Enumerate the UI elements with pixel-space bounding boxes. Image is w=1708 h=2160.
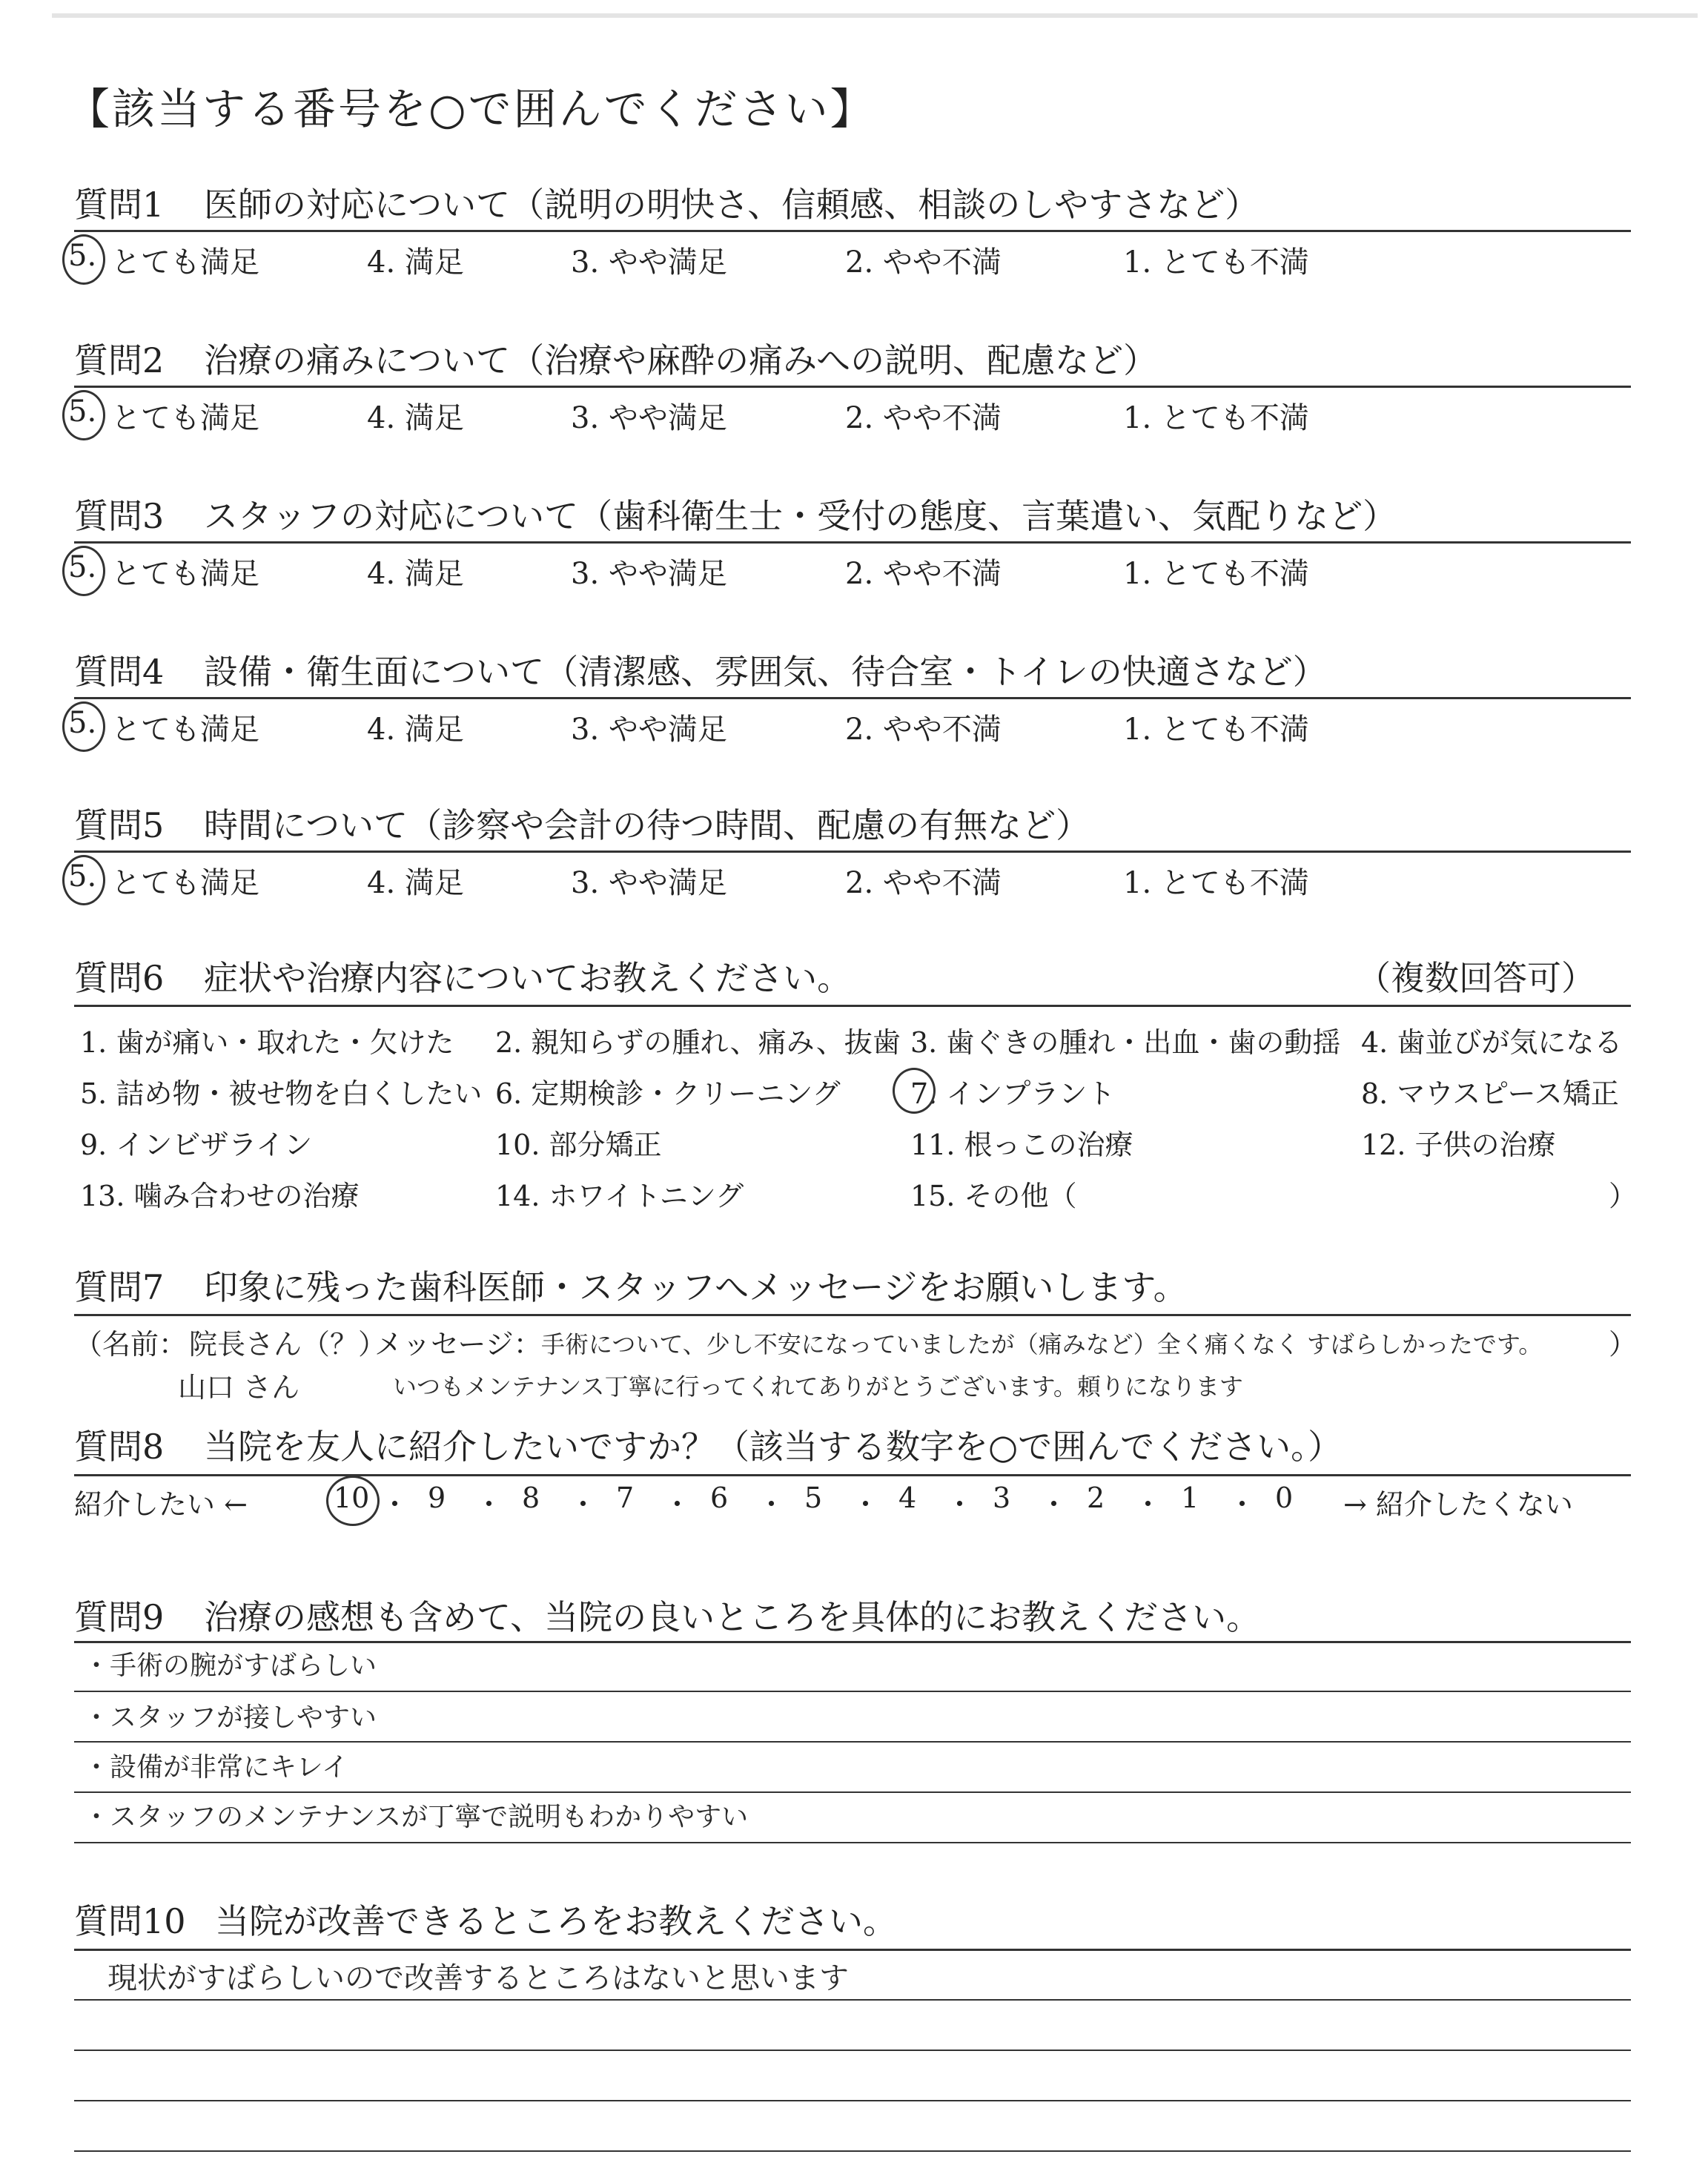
option-3[interactable]: 3. やや満足 — [571, 401, 727, 435]
option-4[interactable]: 4. 満足 — [367, 713, 464, 747]
option-4[interactable]: 4. 満足 — [367, 245, 464, 280]
q6-text: 症状や治療内容についてお教えください。 — [204, 958, 852, 998]
option-2[interactable]: 2. やや不満 — [845, 245, 1002, 280]
scale-number[interactable]: 1 — [1181, 1482, 1199, 1514]
q9-rule — [74, 1641, 1631, 1643]
scale-separator: ・ — [1228, 1488, 1257, 1521]
option-5-number[interactable]: 5. — [68, 859, 97, 894]
option-1[interactable]: 1. とても不満 — [1123, 557, 1309, 591]
scale-separator: ・ — [945, 1488, 974, 1521]
q9-answer[interactable]: ・スタッフのメンテナンスが丁寧で説明もわかりやすい — [83, 1802, 749, 1832]
option-5-number[interactable]: 5. — [68, 550, 97, 584]
q6-option[interactable]: 3. 歯ぐきの腫れ・出血・歯の動揺 — [910, 1026, 1341, 1059]
q8-label: 質問8 — [74, 1427, 165, 1467]
q7-message-label: メッセージ： — [374, 1328, 542, 1361]
question-rule — [74, 386, 1631, 388]
question-text: 治療の痛みについて（治療や麻酔の痛みへの説明、配慮など） — [204, 340, 1158, 380]
q6-option[interactable]: 13. 噛み合わせの治療 — [80, 1180, 360, 1212]
option-5-number[interactable]: 5. — [68, 239, 97, 273]
answer-rule — [74, 2050, 1631, 2051]
q6-rule — [74, 1005, 1631, 1007]
answer-rule — [74, 1842, 1631, 1843]
option-5-label[interactable]: とても満足 — [111, 245, 259, 280]
answer-rule — [74, 2100, 1631, 2101]
q6-option[interactable]: 12. 子供の治療 — [1361, 1129, 1556, 1161]
selection-circle — [62, 855, 105, 905]
option-2[interactable]: 2. やや不満 — [845, 713, 1002, 747]
q9-answer[interactable]: ・スタッフが接しやすい — [83, 1702, 377, 1733]
q7-message-line-1[interactable]: 手術について、少し不安になっていましたが（痛みなど）全く痛くなく すばらしかったです。 — [541, 1330, 1543, 1358]
selection-circle — [893, 1068, 936, 1114]
option-4[interactable]: 4. 満足 — [367, 401, 464, 435]
q9-answer[interactable]: ・設備が非常にキレイ — [83, 1752, 348, 1783]
answer-rule — [74, 1999, 1631, 2001]
option-5-label[interactable]: とても満足 — [111, 713, 259, 747]
option-4[interactable]: 4. 満足 — [367, 866, 464, 900]
q7-rule — [74, 1314, 1631, 1316]
q8-text: 当院を友人に紹介したいですか？（該当する数字を○で囲んでください。） — [204, 1427, 1343, 1467]
answer-rule — [74, 2150, 1631, 2152]
scale-number[interactable]: 3 — [993, 1482, 1011, 1514]
q6-option[interactable]: 8. マウスピース矯正 — [1361, 1077, 1619, 1110]
option-5-number[interactable]: 5. — [68, 706, 97, 740]
question-text: 医師の対応について（説明の明快さ、信頼感、相談のしやすさなど） — [204, 185, 1260, 225]
q6-option[interactable]: 6. 定期検診・クリーニング — [495, 1077, 841, 1110]
q10-answer[interactable]: 現状がすばらしいので改善するところはないと思います — [107, 1961, 849, 1995]
option-3[interactable]: 3. やや満足 — [571, 713, 727, 747]
selection-circle — [62, 701, 105, 752]
q6-option[interactable]: 2. 親知らずの腫れ、痛み、抜歯 — [495, 1026, 901, 1059]
question-label: 質問1 — [74, 185, 165, 225]
scale-separator: ・ — [851, 1488, 880, 1521]
q6-other-close: ） — [1609, 1180, 1638, 1212]
q6-option[interactable]: 5. 詰め物・被せ物を白くしたい — [80, 1077, 483, 1110]
q6-label: 質問6 — [74, 958, 165, 998]
option-2[interactable]: 2. やや不満 — [845, 557, 1002, 591]
option-1[interactable]: 1. とても不満 — [1123, 401, 1309, 435]
q7-label: 質問7 — [74, 1267, 165, 1307]
option-5-number[interactable]: 5. — [68, 394, 97, 429]
q7-name-value-2[interactable]: 山口 さん — [178, 1371, 300, 1404]
scale-number[interactable]: 4 — [898, 1482, 917, 1514]
scale-number[interactable]: 8 — [522, 1482, 540, 1514]
q7-text: 印象に残った歯科医師・スタッフへメッセージをお願いします。 — [204, 1267, 1188, 1307]
scale-separator: ・ — [757, 1488, 786, 1521]
scale-separator: ・ — [663, 1488, 692, 1521]
selection-circle — [326, 1476, 380, 1526]
q8-rule — [74, 1474, 1631, 1476]
q6-option[interactable]: 14. ホワイトニング — [495, 1180, 744, 1212]
question-text: 設備・衛生面について（清潔感、雰囲気、待合室・トイレの快適さなど） — [204, 652, 1327, 692]
scale-separator: ・ — [1039, 1488, 1068, 1521]
scale-separator: ・ — [1133, 1488, 1162, 1521]
option-5-label[interactable]: とても満足 — [111, 401, 259, 435]
question-rule — [74, 541, 1631, 544]
q6-option-selected[interactable]: 7. インプラント — [910, 1077, 1116, 1110]
option-3[interactable]: 3. やや満足 — [571, 866, 727, 900]
scale-separator: ・ — [569, 1488, 598, 1521]
option-1[interactable]: 1. とても不満 — [1123, 866, 1309, 900]
scale-separator: ・ — [474, 1488, 503, 1521]
option-2[interactable]: 2. やや不満 — [845, 866, 1002, 900]
question-text: 時間について（診察や会計の待つ時間、配慮の有無など） — [204, 805, 1090, 845]
q6-option[interactable]: 11. 根っこの治療 — [910, 1129, 1133, 1161]
scale-separator: ・ — [380, 1488, 409, 1521]
option-5-label[interactable]: とても満足 — [111, 557, 259, 591]
scale-number[interactable]: 7 — [616, 1482, 635, 1514]
q7-name-value[interactable]: 院長さん（？） — [189, 1328, 387, 1361]
q6-option[interactable]: 1. 歯が痛い・取れた・欠けた — [80, 1026, 454, 1059]
q9-answer[interactable]: ・手術の腕がすばらしい — [83, 1651, 377, 1681]
scan-edge — [52, 13, 1698, 18]
q10-text: 当院が改善できるところをお教えください。 — [215, 1901, 897, 1941]
question-label: 質問3 — [74, 496, 165, 536]
option-5-label[interactable]: とても満足 — [111, 866, 259, 900]
q9-text: 治療の感想も含めて、当院の良いところを具体的にお教えください。 — [204, 1597, 1261, 1637]
option-3[interactable]: 3. やや満足 — [571, 557, 727, 591]
q7-message-line-2[interactable]: いつもメンテナンス丁寧に行ってくれてありがとうございます。頼りになります — [393, 1373, 1243, 1401]
selection-circle — [62, 234, 105, 285]
scale-number[interactable]: 9 — [428, 1482, 446, 1514]
scale-number[interactable]: 10 — [334, 1482, 370, 1514]
scale-number[interactable]: 2 — [1087, 1482, 1105, 1514]
option-1[interactable]: 1. とても不満 — [1123, 713, 1309, 747]
scale-number[interactable]: 6 — [710, 1482, 729, 1514]
q10-label: 質問10 — [74, 1901, 186, 1941]
question-label: 質問2 — [74, 340, 165, 380]
q6-option[interactable]: 10. 部分矯正 — [495, 1129, 662, 1161]
q6-option[interactable]: 9. インビザライン — [80, 1129, 313, 1161]
page-title: 【該当する番号を○で囲んでください】 — [67, 84, 875, 134]
q8-right-label: → 紹介したくない — [1343, 1488, 1573, 1521]
scale-number[interactable]: 0 — [1275, 1482, 1294, 1514]
question-text: スタッフの対応について（歯科衛生士・受付の態度、言葉遣い、気配りなど） — [204, 496, 1397, 536]
option-1[interactable]: 1. とても不満 — [1123, 245, 1309, 280]
q6-note: （複数回答可） — [1357, 958, 1595, 998]
question-rule — [74, 697, 1631, 699]
q8-left-label: 紹介したい ← — [74, 1488, 248, 1521]
answer-rule — [74, 1741, 1631, 1743]
q9-label: 質問9 — [74, 1597, 165, 1637]
q7-close: ） — [1609, 1328, 1638, 1361]
q6-option[interactable]: 15. その他（ — [910, 1180, 1077, 1212]
question-rule — [74, 230, 1631, 232]
question-label: 質問4 — [74, 652, 165, 692]
option-4[interactable]: 4. 満足 — [367, 557, 464, 591]
selection-circle — [62, 390, 105, 440]
q6-option[interactable]: 4. 歯並びが気になる — [1361, 1026, 1623, 1059]
selection-circle — [62, 546, 105, 596]
answer-rule — [74, 1691, 1631, 1692]
q7-name-label: （名前： — [74, 1328, 188, 1361]
question-label: 質問5 — [74, 805, 165, 845]
option-3[interactable]: 3. やや満足 — [571, 245, 727, 280]
scale-number[interactable]: 5 — [804, 1482, 823, 1514]
option-2[interactable]: 2. やや不満 — [845, 401, 1002, 435]
answer-rule — [74, 1791, 1631, 1793]
question-rule — [74, 851, 1631, 853]
q10-rule — [74, 1949, 1631, 1951]
